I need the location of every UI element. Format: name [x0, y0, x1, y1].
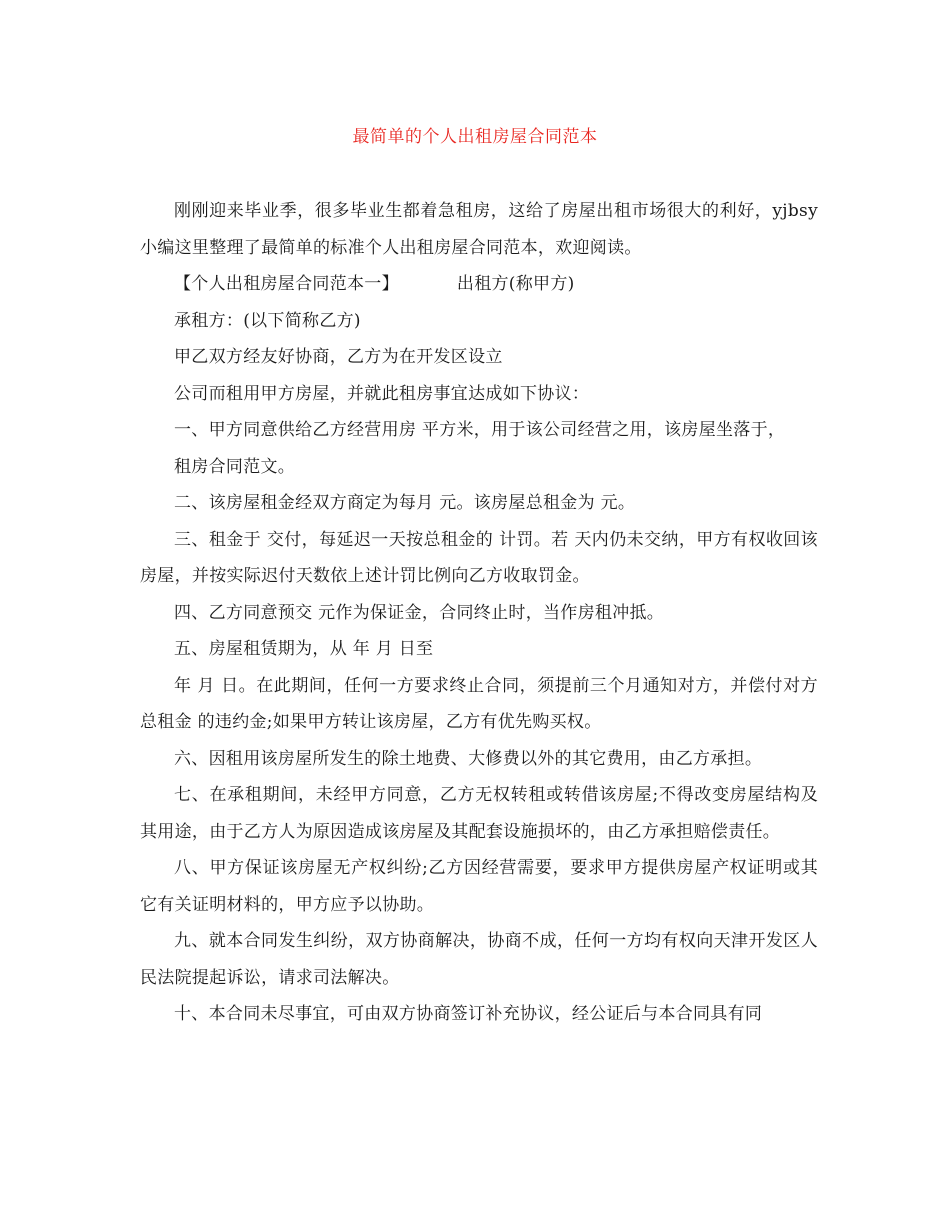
intro-paragraph: 刚刚迎来毕业季，很多毕业生都着急租房，这给了房屋出租市场很大的利好，yjbsy 小编这里整理了最简单的标准个人出租房屋合同范本，欢迎阅读。 [140, 201, 818, 258]
clause-5: 五、房屋租赁期为，从 年 月 日至 [174, 639, 434, 659]
paragraph: 甲乙双方经友好协商，乙方为在开发区设立 [174, 347, 503, 367]
clause-1: 一、甲方同意供给乙方经营用房 平方米，用于该公司经营之用，该房屋坐落于， [174, 420, 786, 440]
spacer [399, 266, 457, 303]
paragraph: 年 月 日。在此期间，任何一方要求终止合同，须提前三个月通知对方，并偿付对方总租金 的违约金;如果甲方转让该房屋，乙方有优先购买权。 [140, 675, 818, 732]
clause-10: 十、本合同未尽事宜，可由双方协商签订补充协议，经公证后与本合同具有同 [174, 1004, 763, 1024]
clause-2: 二、该房屋租金经双方商定为每月 元。该房屋总租金为 元。 [174, 493, 636, 513]
contract-heading: 【个人出租房屋合同范本一】 [174, 274, 399, 294]
clause-9: 九、就本合同发生纠纷，双方协商解决，协商不成，任何一方均有权向天津开发区人民法院提起诉讼，请求司法解决。 [140, 931, 818, 988]
clause-3: 三、租金于 交付，每延迟一天按总租金的 计罚。若 天内仍未交纳，甲方有权收回该房屋，并按实际迟付天数依上述计罚比例向乙方收取罚金。 [140, 529, 818, 586]
document-title: 最简单的个人出租房屋合同范本 [352, 127, 598, 147]
document-body [140, 193, 818, 1033]
paragraph: 公司而租用甲方房屋，并就此租房事宜达成如下协议： [174, 383, 590, 404]
clause-4: 四、乙方同意预交 元作为保证金，合同终止时，当作房租冲抵。 [174, 602, 665, 623]
clause-6: 六、因租用该房屋所发生的除土地费、大修费以外的其它费用，由乙方承担。 [174, 748, 763, 769]
contract-heading-row [140, 266, 818, 303]
clause-8: 八、甲方保证该房屋无产权纠纷;乙方因经营需要，要求甲方提供房屋产权证明或其它有关证明材料的，甲方应予以协助。 [140, 858, 818, 915]
lessor-label: 出租方(称甲方) [456, 274, 575, 294]
lessee-label: 承租方：(以下简称乙方) [174, 310, 361, 331]
paragraph: 租房合同范文。 [174, 456, 296, 477]
clause-7: 七、在承租期间，未经甲方同意，乙方无权转租或转借该房屋;不得改变房屋结构及其用途，由于乙方人为原因造成该房屋及其配套设施损坏的，由乙方承担赔偿责任。 [140, 785, 818, 842]
